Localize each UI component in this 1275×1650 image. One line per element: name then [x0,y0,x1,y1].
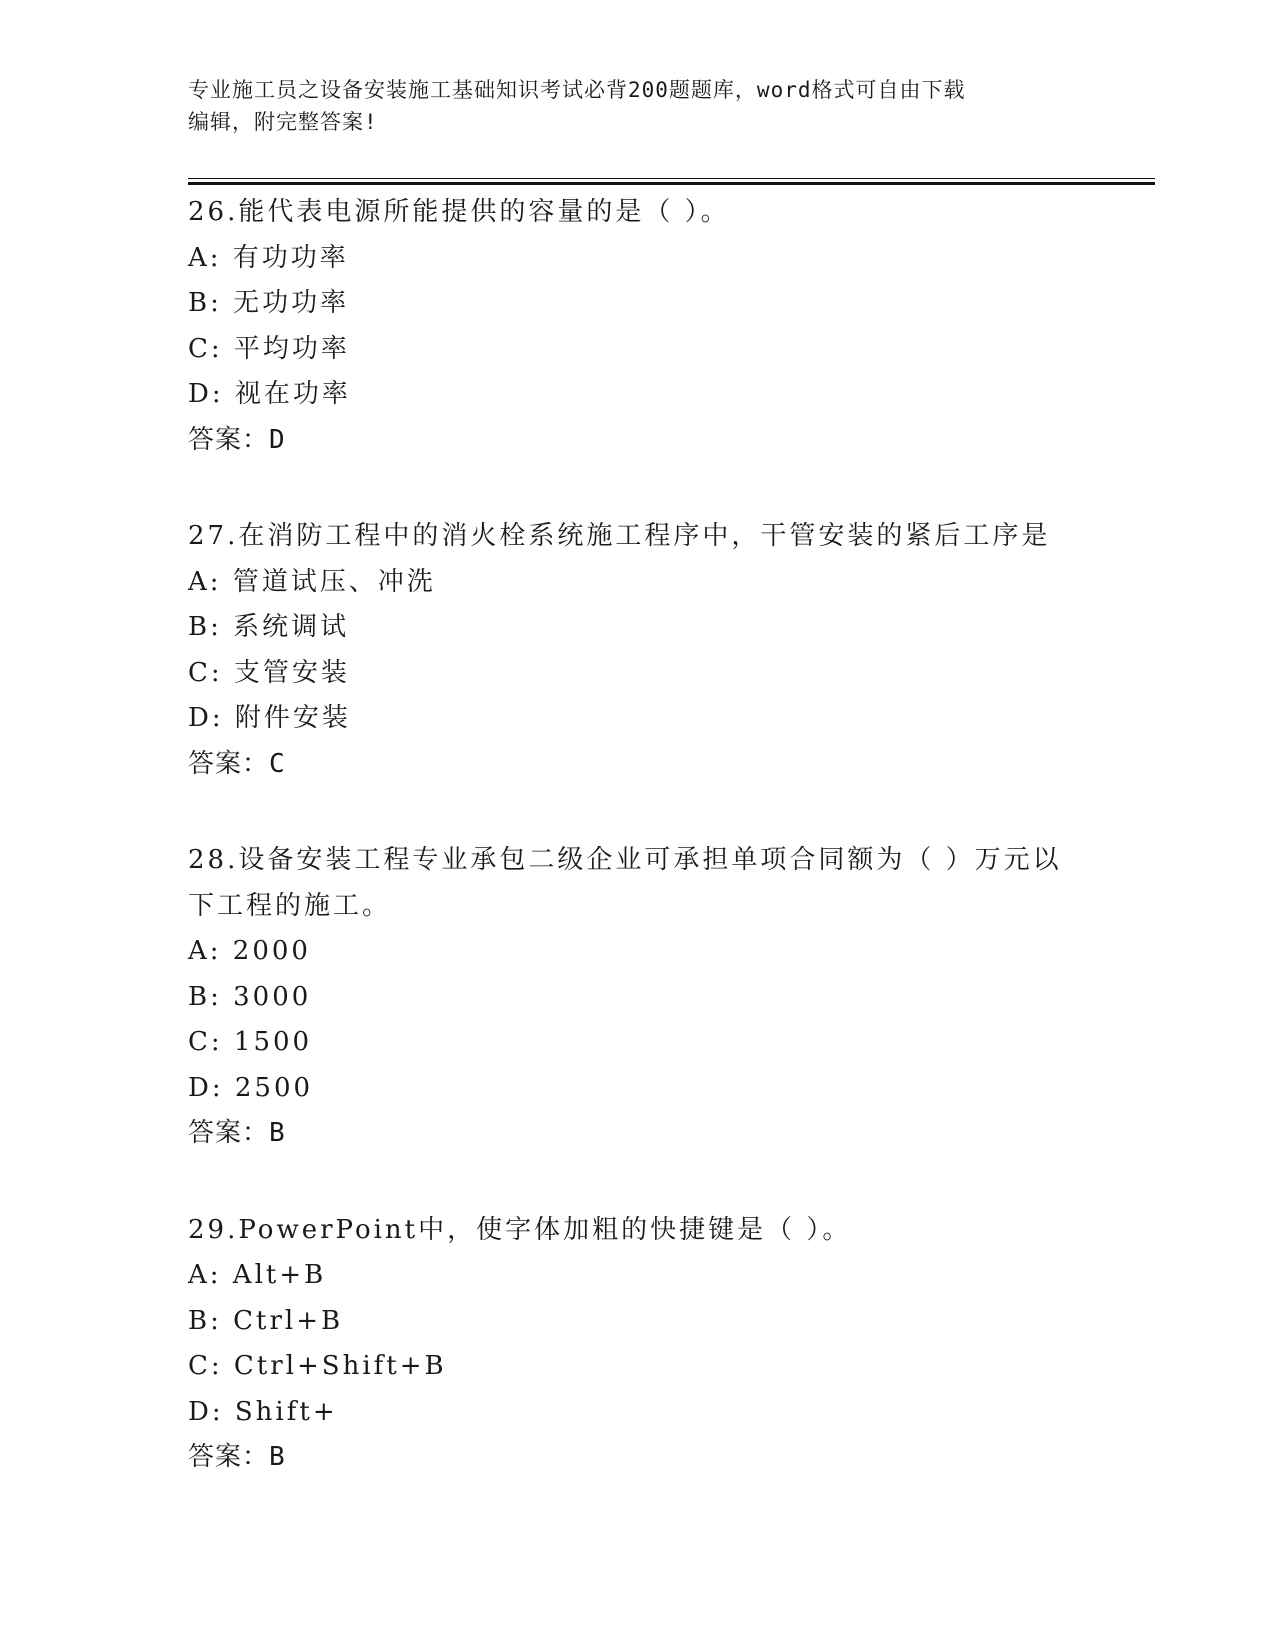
option-a: A: 有功功率 [188,242,349,273]
option-c: C: 平均功率 [188,333,350,364]
option-b: B: 无功功率 [188,288,350,318]
option-d: D: Shift+ [188,1396,338,1427]
question-28 [188,838,1088,1157]
answer [188,1435,1088,1481]
header-divider-thin [188,178,1155,179]
option-a: A: Alt+B [188,1260,327,1290]
document-header [188,74,1088,138]
question-stem: 26.能代表电源所能提供的容量的是（ ）。 [188,197,730,227]
option-a: A: 管道试压、冲洗 [188,566,436,597]
answer-label: 答案： [188,748,270,779]
header-line-1: 专业施工员之设备安装施工基础知识考试必背200题题库，word格式可自由下载 [188,78,966,102]
answer-label: 答案： [188,1442,270,1472]
option-b: B: Ctrl+B [188,1305,344,1336]
option-c: C: 支管安装 [188,657,350,688]
answer-value: D [269,424,286,455]
answer-value: B [269,1442,286,1472]
option-b: B: 系统调试 [188,612,350,642]
header-line-2: 编辑，附完整答案! [188,110,378,134]
answer [188,742,1088,788]
question-26 [188,190,1088,463]
question-stem-line-2: 下工程的施工。 [188,890,392,921]
answer [188,1111,1088,1157]
header-divider-thick [188,182,1155,185]
answer-value: C [269,748,286,779]
question-stem: 29.PowerPoint中，使字体加粗的快捷键是（ ）。 [188,1214,852,1245]
option-c: C: Ctrl+Shift+B [188,1351,447,1381]
question-stem: 27.在消防工程中的消火栓系统施工程序中，干管安装的紧后工序是 [188,521,1051,551]
answer-value: B [269,1118,286,1148]
option-c: C: 1500 [188,1027,313,1057]
question-29 [188,1208,1088,1481]
answer-label: 答案： [188,424,270,455]
question-stem-line-1: 28.设备安装工程专业承包二级企业可承担单项合同额为（ ）万元以 [188,845,1062,875]
option-d: D: 视在功率 [188,379,351,409]
question-list [188,190,1088,1481]
answer-label: 答案： [188,1118,270,1148]
option-a: A: 2000 [188,936,311,966]
option-d: D: 2500 [188,1072,314,1103]
option-d: D: 附件安装 [188,703,351,733]
option-b: B: 3000 [188,981,312,1012]
question-27 [188,514,1088,787]
answer [188,418,1088,464]
